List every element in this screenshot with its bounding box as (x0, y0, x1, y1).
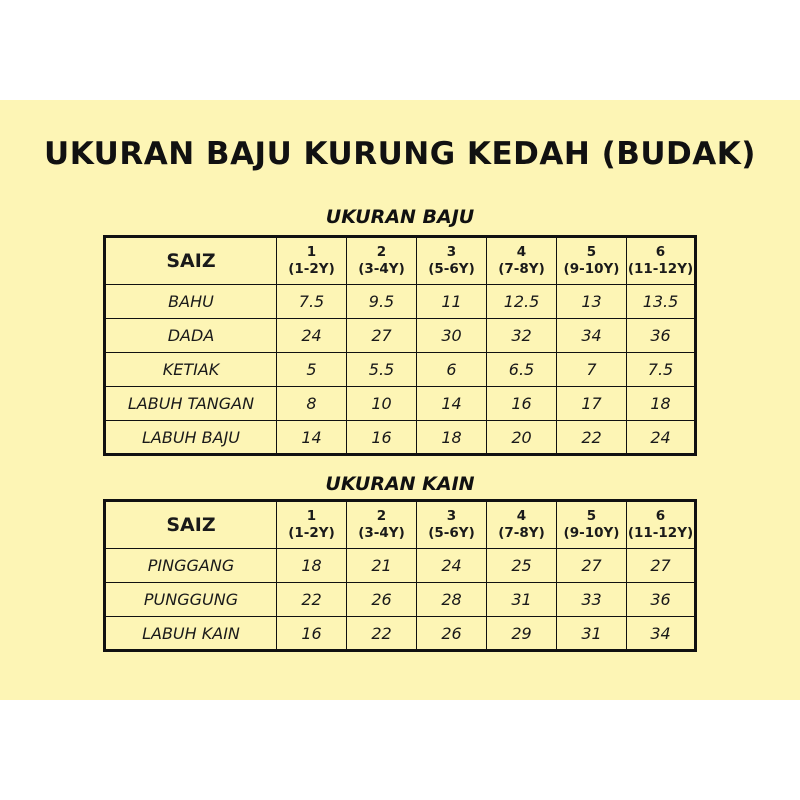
measurement-value: 36 (627, 319, 696, 353)
measurement-value: 30 (417, 319, 487, 353)
size-number: 4 (516, 508, 527, 524)
measurement-value: 24 (627, 421, 696, 455)
measurement-value: 6.5 (487, 353, 557, 387)
measurement-label: PUNGGUNG (105, 583, 277, 617)
measurement-label: LABUH KAIN (105, 617, 277, 651)
size-number: 3 (446, 508, 457, 524)
table-row (105, 353, 696, 387)
measurement-value: 14 (417, 387, 487, 421)
size-column-header (347, 237, 417, 285)
measurement-value: 21 (347, 549, 417, 583)
measurement-value: 28 (417, 583, 487, 617)
size-number: 3 (446, 244, 457, 260)
baju-section-title: UKURAN BAJU (325, 206, 475, 228)
measurement-value: 12.5 (487, 285, 557, 319)
measurement-value: 5 (277, 353, 347, 387)
measurement-label: DADA (105, 319, 277, 353)
size-column-header (347, 501, 417, 549)
measurement-value: 7.5 (277, 285, 347, 319)
measurement-value: 17 (557, 387, 627, 421)
size-age: (5-6Y) (428, 525, 475, 541)
size-number: 1 (306, 508, 317, 524)
measurement-value: 6 (417, 353, 487, 387)
size-column-header (487, 237, 557, 285)
size-chart-panel (0, 100, 800, 700)
kain-section-title: UKURAN KAIN (325, 473, 475, 495)
size-age: (11-12Y) (627, 525, 694, 541)
table-row (105, 387, 696, 421)
size-age: (7-8Y) (498, 261, 545, 277)
measurement-value: 9.5 (347, 285, 417, 319)
measurement-value: 36 (627, 583, 696, 617)
page-title: UKURAN BAJU KURUNG KEDAH (BUDAK) (44, 136, 756, 172)
measurement-value: 26 (417, 617, 487, 651)
measurement-value: 16 (277, 617, 347, 651)
size-age: (3-4Y) (358, 525, 405, 541)
measurement-value: 27 (627, 549, 696, 583)
size-number: 2 (376, 508, 387, 524)
size-column-header (627, 501, 696, 549)
measurement-value: 26 (347, 583, 417, 617)
measurement-value: 13 (557, 285, 627, 319)
size-column-header (487, 501, 557, 549)
size-column-header (557, 237, 627, 285)
measurement-value: 34 (557, 319, 627, 353)
size-number: 1 (306, 244, 317, 260)
measurement-label: KETIAK (105, 353, 277, 387)
table-row (105, 319, 696, 353)
measurement-value: 16 (487, 387, 557, 421)
table-row (105, 583, 696, 617)
measurement-value: 7 (557, 353, 627, 387)
measurement-value: 10 (347, 387, 417, 421)
measurement-value: 13.5 (627, 285, 696, 319)
table-row (105, 421, 696, 455)
table-row (105, 285, 696, 319)
size-column-header (627, 237, 696, 285)
measurement-label: PINGGANG (105, 549, 277, 583)
size-age: (1-2Y) (288, 261, 335, 277)
measurement-value: 33 (557, 583, 627, 617)
size-number: 5 (586, 244, 597, 260)
measurement-value: 24 (417, 549, 487, 583)
size-age: (9-10Y) (563, 525, 620, 541)
measurement-value: 27 (557, 549, 627, 583)
measurement-value: 25 (487, 549, 557, 583)
measurement-value: 20 (487, 421, 557, 455)
size-column-header (557, 501, 627, 549)
table-header-row (105, 501, 696, 549)
measurement-value: 24 (277, 319, 347, 353)
saiz-header: SAIZ (105, 237, 277, 285)
size-column-header (277, 501, 347, 549)
size-age: (7-8Y) (498, 525, 545, 541)
table-header-row (105, 237, 696, 285)
measurement-value: 18 (277, 549, 347, 583)
measurement-value: 7.5 (627, 353, 696, 387)
size-age: (1-2Y) (288, 525, 335, 541)
measurement-value: 22 (347, 617, 417, 651)
measurement-value: 14 (277, 421, 347, 455)
measurement-label: LABUH TANGAN (105, 387, 277, 421)
saiz-header: SAIZ (105, 501, 277, 549)
measurement-value: 22 (557, 421, 627, 455)
measurement-value: 31 (487, 583, 557, 617)
size-age: (11-12Y) (627, 261, 694, 277)
measurement-value: 22 (277, 583, 347, 617)
measurement-value: 32 (487, 319, 557, 353)
table-row (105, 549, 696, 583)
measurement-value: 8 (277, 387, 347, 421)
size-column-header (417, 501, 487, 549)
size-number: 6 (655, 244, 666, 260)
measurement-value: 29 (487, 617, 557, 651)
measurement-label: LABUH BAJU (105, 421, 277, 455)
baju-size-table (103, 235, 697, 456)
measurement-value: 34 (627, 617, 696, 651)
measurement-value: 18 (417, 421, 487, 455)
measurement-value: 18 (627, 387, 696, 421)
size-column-header (277, 237, 347, 285)
measurement-value: 31 (557, 617, 627, 651)
size-age: (5-6Y) (428, 261, 475, 277)
size-age: (3-4Y) (358, 261, 405, 277)
size-age: (9-10Y) (563, 261, 620, 277)
size-number: 6 (655, 508, 666, 524)
size-number: 5 (586, 508, 597, 524)
kain-size-table (103, 499, 697, 652)
measurement-value: 27 (347, 319, 417, 353)
size-column-header (417, 237, 487, 285)
measurement-value: 5.5 (347, 353, 417, 387)
measurement-label: BAHU (105, 285, 277, 319)
size-number: 2 (376, 244, 387, 260)
size-number: 4 (516, 244, 527, 260)
measurement-value: 11 (417, 285, 487, 319)
table-row (105, 617, 696, 651)
measurement-value: 16 (347, 421, 417, 455)
